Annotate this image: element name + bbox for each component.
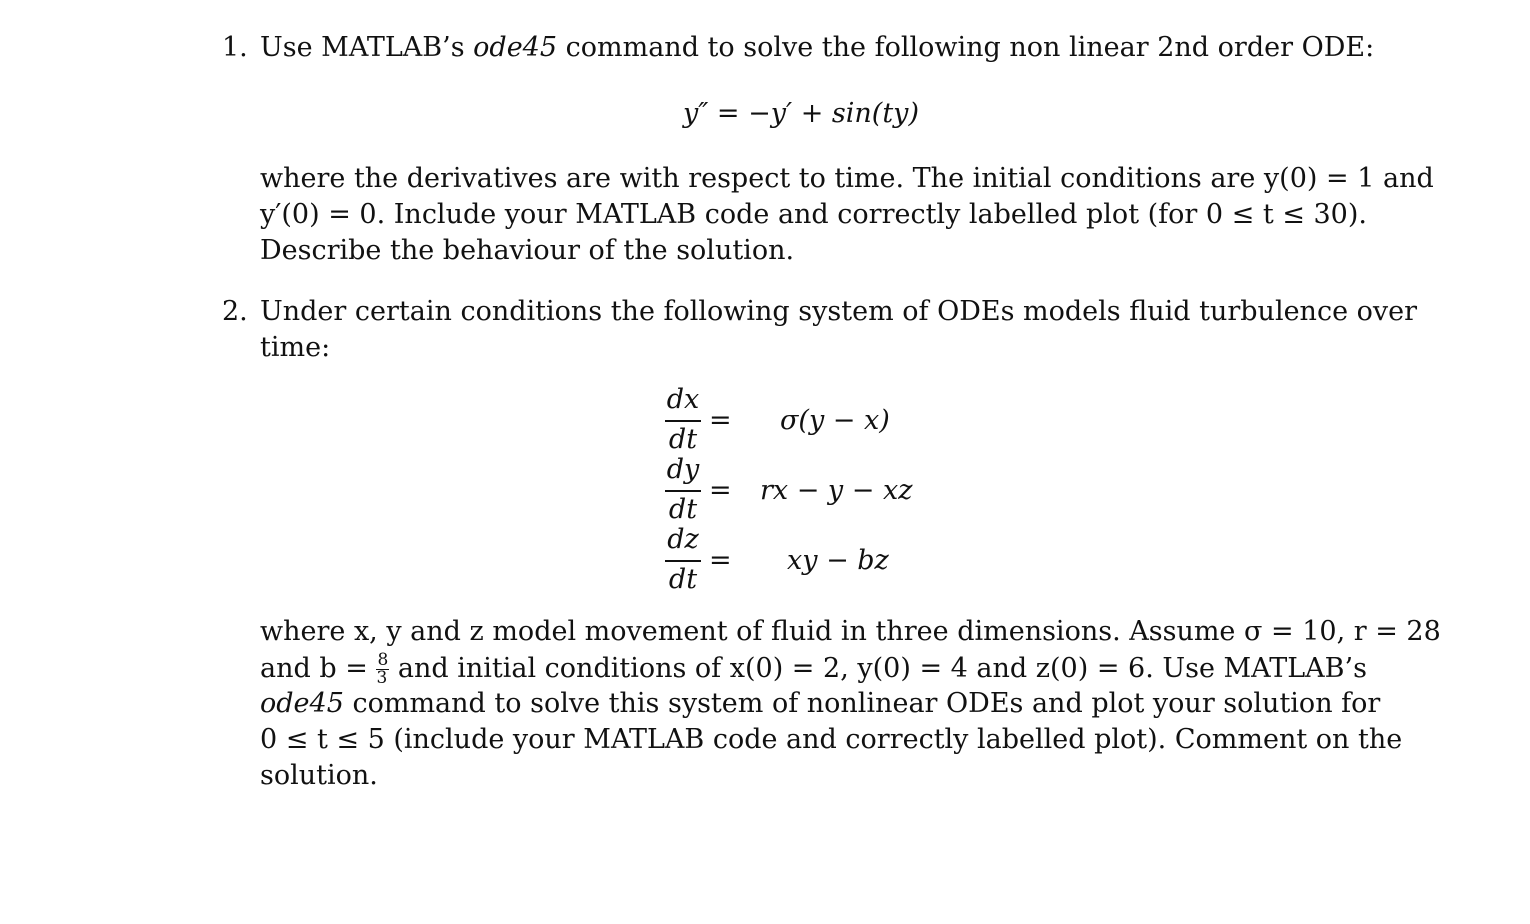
eq2-numerator: dy <box>666 454 700 485</box>
q1-intro <box>260 32 1374 63</box>
q1-para-line-1 <box>260 163 1434 194</box>
eq3-equals: = <box>709 545 732 576</box>
q2-para-line-3 <box>260 688 1381 719</box>
q2-para-3-rest: command to solve this system of nonlinear ODEs and plot your solution for <box>352 688 1381 719</box>
eq1-rhs: σ(y − x) <box>780 405 890 436</box>
q2-intro-line-2: time: <box>260 332 331 363</box>
q2-intro-line-1: Under certain conditions the following system of ODEs models fluid turbulence over <box>260 296 1418 327</box>
eq1-numerator: dx <box>666 384 700 415</box>
q1-para-line-2: y′(0) = 0. Include your MATLAB code and correctly labelled plot (for 0 ≤ t ≤ 30). <box>260 199 1367 230</box>
eq3-denominator: dt <box>668 564 698 595</box>
q1-para-1a: where the derivatives are with respect to time. The initial conditions are <box>260 163 1256 194</box>
eq2-rhs: rx − y − xz <box>760 475 913 506</box>
q1-command: ode45 <box>473 32 558 63</box>
b-fraction-denominator: 3 <box>376 668 388 688</box>
eq1-denominator: dt <box>668 424 698 455</box>
q1-intro-pre: Use MATLAB’s <box>260 32 465 63</box>
q2-para-line-1: where x, y and z model movement of fluid in three dimensions. Assume σ = 10, r = 28 <box>260 616 1441 647</box>
q2-para-2a: and b = <box>260 653 368 684</box>
eq2-equals: = <box>709 475 732 506</box>
q2-number: 2. <box>222 296 248 327</box>
eq1-equals: = <box>709 405 732 436</box>
q2-para-line-2 <box>260 650 1367 688</box>
eq2-fraction-bar <box>665 490 701 492</box>
q2-para-2b: and initial conditions of x(0) = 2, y(0) = 4 and z(0) = 6. Use MATLAB’s <box>397 653 1367 684</box>
eq1-fraction-bar <box>665 420 701 422</box>
q1-equation: y″ = −y′ + sin(ty) <box>683 98 919 129</box>
eq2-denominator: dt <box>668 494 698 525</box>
q2-command: ode45 <box>260 688 344 719</box>
b-fraction-numerator: 8 <box>377 650 389 670</box>
q1-number: 1. <box>222 32 248 63</box>
q1-para-1b: y(0) = 1 and <box>1263 163 1434 194</box>
q2-para-line-4: 0 ≤ t ≤ 5 (include your MATLAB code and correctly labelled plot). Comment on the <box>260 724 1403 755</box>
q2-para-line-5: solution. <box>260 760 378 791</box>
eq3-numerator: dz <box>667 524 699 555</box>
eq3-rhs: xy − bz <box>787 545 889 576</box>
q1-intro-post: command to solve the following non linear 2nd order ODE: <box>565 32 1375 63</box>
q1-para-line-3: Describe the behaviour of the solution. <box>260 235 795 266</box>
b-fraction <box>376 652 389 687</box>
eq3-fraction-bar <box>665 560 701 562</box>
